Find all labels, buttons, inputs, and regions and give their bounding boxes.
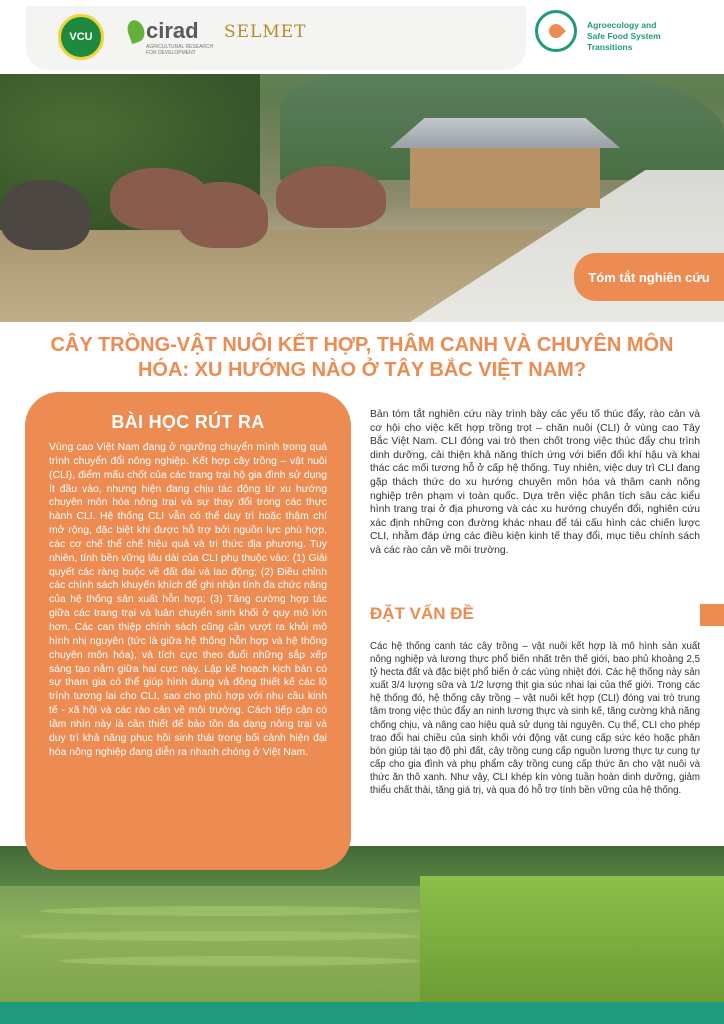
hero-house [390,118,610,218]
terrace-2 [20,931,420,941]
footer-grass [420,876,724,1002]
agroecology-leaf-icon [535,10,577,52]
vcu-logo [58,14,104,60]
research-summary-badge: Tóm tắt nghiên cứu [574,253,724,301]
buffalo-3 [178,182,268,248]
buffalo-4 [276,166,386,228]
lessons-heading: BÀI HỌC RÚT RA [111,412,265,432]
buffalo-1 [0,180,90,250]
house-roof [390,118,620,148]
cirad-wordmark: cirad [146,18,199,43]
footer-bar [0,1002,724,1024]
intro-paragraph: Bản tóm tắt nghiên cứu này trình bày các yếu tố thúc đẩy, rào cản và cơ hội cho việc kết hợp trồng trọt – chăn nuôi (CLI) ở vùng cao Tây Bắc Việt Nam. CLI đóng vai trò then chốt trong việc thúc đẩy chu trình dinh dưỡng, cải thiện khả năng thích ứng với biến đổi khí hậu và khai thác các mối tương hỗ ở cấp hệ thống. Tuy nhiên, việc duy trì CLI đang gặp thách thức do xu hướng chuyên môn hóa và thâm canh nông nghiệp trên phạm vi toàn quốc. Dựa trên việc phân tích sâu các kiểu hình trang trại ở địa phương và các xu hướng chuyển đổi, nghiên cứu xác định những con đường khác nhau để tái cấu hình các chiến lược CLI, nhằm đáp ứng các điều kiện kinh tế thay đổi, mục tiêu chính sách và các rào cản về môi trường. [370,409,700,556]
cirad-leaf-icon [125,18,148,44]
house-walls [410,148,600,208]
agroecology-text: Agroecology and Safe Food System Transitions [587,20,661,52]
cirad-logo [128,16,214,56]
vcu-logo-text: VCU [69,31,93,43]
section-body: Các hệ thống canh tác cây trồng – vật nuôi kết hợp là mô hình sản xuất nông nghiệp và lương thực phổ biến nhất trên thế giới, bao phủ khoảng 2,5 tỷ hecta đất và đặc biệt phổ biến ở các vùng nhiệt đới. Các hệ thống này sản xuất 3/4 lượng sữa và 1/2 lượng thịt gia súc nhai lại của thế giới. Trong các hệ thống đó, hệ thống cây trồng – vật nuôi kết hợp (CLI) đóng vai trò trung tâm trong việc thúc đẩy an ninh lương thực và sinh kế, tăng cường khả năng chống chịu, và nâng cao hiệu quả sử dụng tài nguyên. Cụ thể, CLI cho phép trao đổi hai chiều của sinh khối với động vật cung cấp sức kéo hoặc phân bón giúp tái tạo độ phì đất, cây trồng cung cấp nguồn lương thực tự cung tự cấp cho gia đình và phụ phẩm cây trồng cung cấp thức ăn cho vật nuôi và thức ăn thô xanh. Như vậy, CLI khép kín vòng tuần hoàn dinh dưỡng, giảm thiểu chất thải, tăng giá trị, và qua đó hỗ trợ tính bền vững của hệ thống. [370,641,700,797]
lessons-body: Vùng cao Việt Nam đang ở ngưỡng chuyển mình trong quá trình chuyển đổi nông nghiệp. Kết hợp cây trồng – vật nuôi (CLI), điểm mấu chốt của các trang trại hộ gia đình sử dụng ít đầu vào, nhưng hiện đang chịu tác động từ xu hướng chuyên môn hóa nông trại và sự thay đổi trong các thực hành CLI. Hệ thống CLI vẫn có thể duy trì hoặc thậm chí mở rộng, đặc biệt khi được hỗ trợ bởi nguồn lực phù hợp, các cơ chế thể chế hiệu quả và tri thức địa phương. Tuy nhiên, tính bền vững lâu dài của CLI phụ thuộc vào: (1) Giải quyết các ràng buộc về đất đai và lao động; (2) Điều chỉnh các chính sách khuyến khích để ghi nhận tính đa chức năng của hệ thống sản xuất hỗn hợp; (3) Tăng cường hợp tác giữa các trang trại và luân chuyển sinh khối ở quy mô lớn hơn. Các can thiệp chính sách cũng cần vượt ra khỏi mô hình nhị nguyên (tức là giữa hệ thống hỗn hợp và hệ thống chuyên môn hóa), và tích cực theo đuổi những sắp xếp sáng tạo nằm giữa hai cực này. Lập kế hoạch kịch bản có sự tham gia có thể giúp hình dung và đồng thiết kế các lộ trình tương lai cho CLI, sao cho phù hợp với nhu cầu kinh tế - xã hội và các rào cản về môi trường. Cách tiếp cận có tầm nhìn này là cần thiết để bảo tồn đa dạng nông trại và duy trì khả năng phục hồi sinh thái trong bối cảnh hiện đại hóa nông nghiệp đang diễn ra nhanh chóng ở Việt Nam. [49,442,327,758]
terrace-1 [40,906,420,916]
selmet-logo: SELMET [224,22,307,42]
lessons-box [25,392,351,870]
section-title: ĐẶT VẤN ĐỀ [370,604,474,623]
terrace-3 [60,956,420,966]
page-title: CÂY TRỒNG-VẬT NUÔI KẾT HỢP, THÂM CANH VÀ CHUYÊN MÔN HÓA: XU HƯỚNG NÀO Ở TÂY BẮC VIỆT NAM? [50,334,674,381]
cirad-tagline: AGRICULTURAL RESEARCH FOR DEVELOPMENT [146,44,214,56]
section-marker [700,604,724,626]
agroecology-logo [535,10,720,66]
logo-bar [0,0,724,74]
